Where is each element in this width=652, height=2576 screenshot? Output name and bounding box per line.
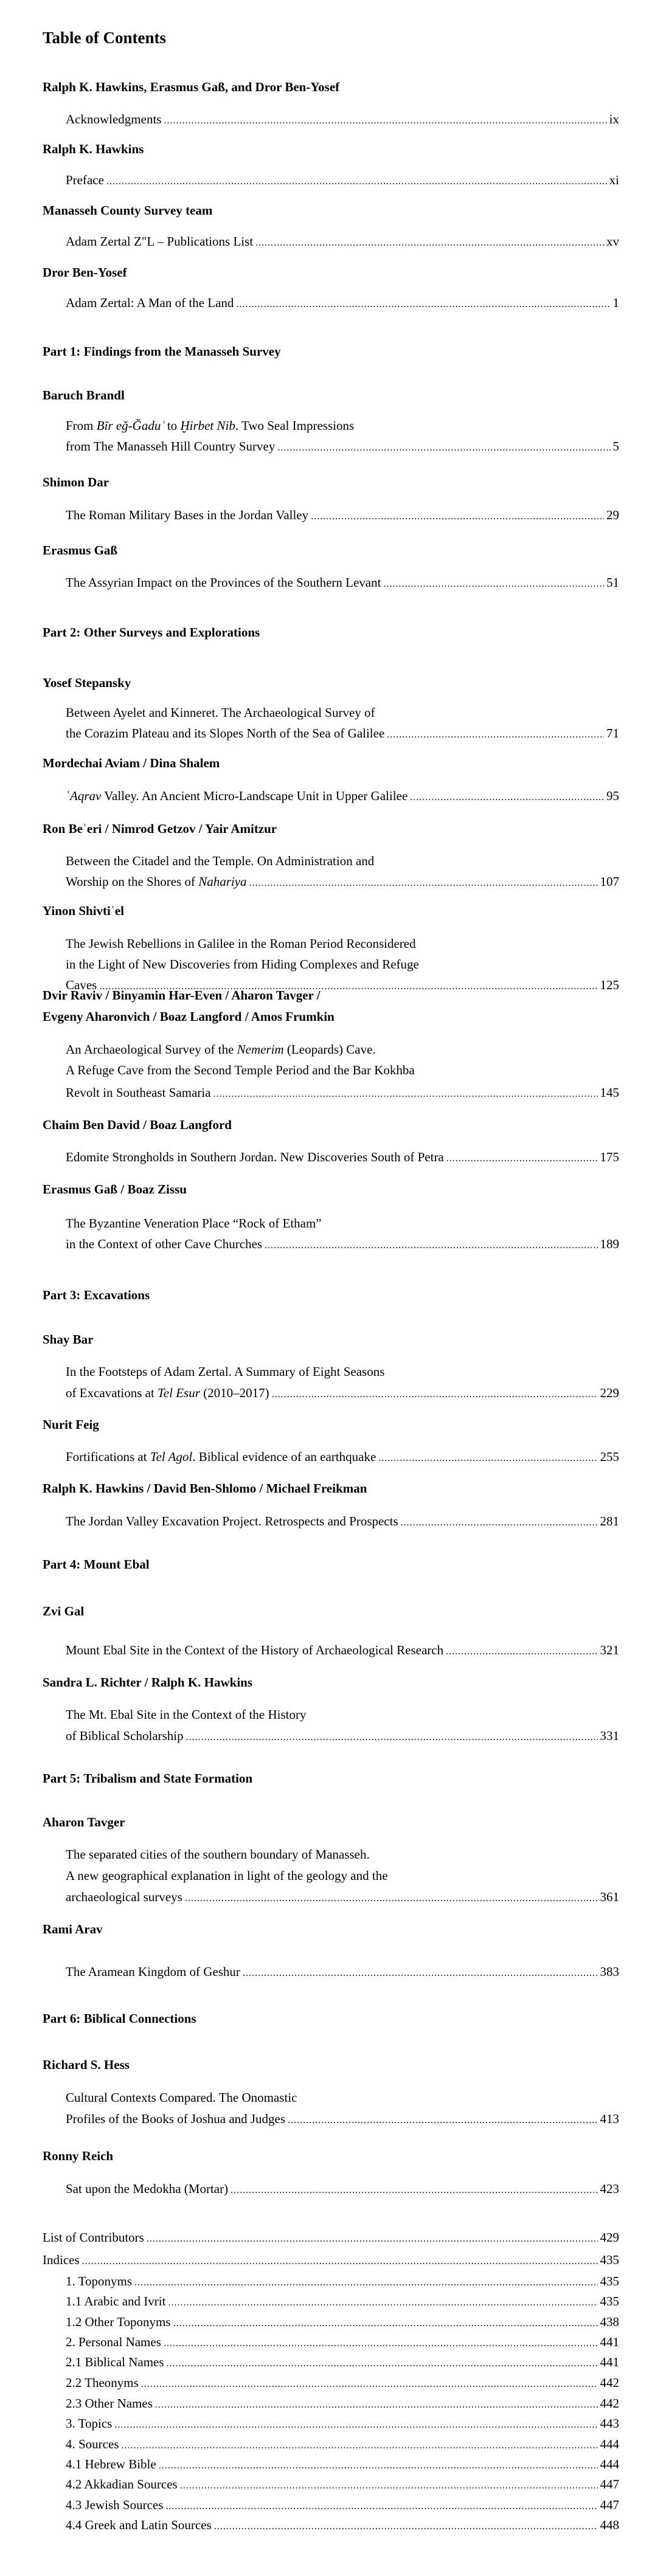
entry-title-line: A new geographical explanation in light of the geology and the bbox=[66, 1868, 388, 1883]
dot-leader bbox=[255, 234, 604, 252]
italic-term: Nemerim bbox=[237, 1042, 284, 1057]
entry-title: from The Manasseh Hill Country Survey bbox=[66, 439, 276, 454]
entry-title: Adam Zertal: A Man of the Land bbox=[66, 295, 234, 310]
toc-entry[interactable] bbox=[66, 1235, 619, 1253]
italic-term: Bīr eğ-Ğadu bbox=[96, 418, 161, 433]
dot-leader bbox=[173, 2315, 598, 2333]
dot-leader bbox=[147, 2230, 598, 2248]
entry-title: Adam Zertal Z"L – Publications List bbox=[66, 234, 254, 249]
entry-title-line: The Byzantine Veneration Place “Rock of Etham” bbox=[66, 1216, 322, 1231]
entry-title-line: Between Ayelet and Kinneret. The Archaeological Survey of bbox=[66, 705, 375, 720]
dot-leader bbox=[249, 874, 598, 893]
part-heading: Part 6: Biblical Connections bbox=[43, 2011, 196, 2026]
entry-title: ʿAqrav Valley. An Ancient Micro-Landscape Unit in Upper Galilee bbox=[66, 789, 408, 803]
toc-entry[interactable] bbox=[66, 437, 619, 455]
page-number: 448 bbox=[600, 2518, 619, 2532]
author-name: Shimon Dar bbox=[43, 475, 109, 489]
index-item[interactable] bbox=[66, 2475, 619, 2493]
dot-leader bbox=[311, 508, 604, 526]
contributors-entry[interactable] bbox=[43, 2228, 619, 2246]
index-item[interactable] bbox=[66, 2272, 619, 2290]
dot-leader bbox=[122, 2437, 598, 2455]
dot-leader bbox=[141, 2375, 598, 2394]
author-name: Yinon Shivtiʾel bbox=[43, 903, 124, 918]
toc-entry[interactable] bbox=[66, 506, 619, 524]
page-number: 423 bbox=[600, 2181, 619, 2196]
part-heading: Part 5: Tribalism and State Formation bbox=[43, 1771, 253, 1786]
page-number: 229 bbox=[600, 1386, 619, 1400]
page-number: 438 bbox=[600, 2315, 619, 2329]
toc-entry[interactable] bbox=[66, 232, 619, 250]
entry-title: Sat upon the Medokha (Mortar) bbox=[66, 2181, 229, 2196]
toc-entry[interactable] bbox=[66, 1512, 619, 1530]
dot-leader bbox=[155, 2396, 598, 2414]
author-name: Evgeny Aharonvich / Boaz Langford / Amos Frumkin bbox=[43, 1009, 335, 1024]
toc-entry[interactable] bbox=[66, 171, 619, 189]
entry-title: 4.1 Hebrew Bible bbox=[66, 2457, 156, 2471]
entry-title-line: An Archaeological Survey of the Nemerim (Leopards) Cave. bbox=[66, 1042, 376, 1057]
dot-leader bbox=[82, 2253, 598, 2271]
index-item[interactable] bbox=[66, 2435, 619, 2453]
author-name: Ronny Reich bbox=[43, 2149, 114, 2163]
entry-title-line: The separated cities of the southern boundary of Manasseh. bbox=[66, 1847, 370, 1862]
part-heading: Part 4: Mount Ebal bbox=[43, 1557, 150, 1572]
italic-term: Nahariya bbox=[198, 874, 247, 889]
page-number: 125 bbox=[600, 978, 619, 992]
page-title: Table of Contents bbox=[43, 29, 167, 47]
entry-title: 1.1 Arabic and Ivrit bbox=[66, 2294, 166, 2308]
page-number: 71 bbox=[606, 726, 619, 741]
dot-leader bbox=[167, 2355, 598, 2373]
dot-leader bbox=[164, 2335, 598, 2353]
author-name: Richard S. Hess bbox=[43, 2057, 130, 2072]
entry-title: in the Context of other Cave Churches bbox=[66, 1237, 263, 1251]
entry-title: Indices bbox=[43, 2253, 80, 2267]
dot-leader bbox=[277, 439, 610, 457]
page-number: 413 bbox=[600, 2112, 619, 2126]
toc-entry[interactable] bbox=[66, 2180, 619, 2198]
dot-leader bbox=[288, 2112, 597, 2130]
entry-title-line: Between the Citadel and the Temple. On Administration and bbox=[66, 854, 375, 868]
author-name: Erasmus Gaß / Boaz Zissu bbox=[43, 1182, 187, 1196]
entry-title: The Aramean Kingdom of Geshur bbox=[66, 1964, 240, 1979]
toc-entry[interactable] bbox=[66, 110, 619, 128]
entry-title: of Biblical Scholarship bbox=[66, 1728, 184, 1743]
page-number: 383 bbox=[600, 1964, 619, 1979]
part-heading: Part 2: Other Surveys and Explorations bbox=[43, 625, 260, 640]
page-number: 5 bbox=[612, 439, 619, 454]
dot-leader bbox=[114, 2416, 597, 2434]
page-number: xv bbox=[606, 234, 619, 249]
entry-title-line: A Refuge Cave from the Second Temple Period and the Bar Kokhba bbox=[66, 1063, 415, 1077]
entry-title-line: In the Footsteps of Adam Zertal. A Summary of Eight Seasons bbox=[66, 1364, 385, 1379]
index-item[interactable] bbox=[66, 2414, 619, 2433]
entry-title: 2.2 Theonyms bbox=[66, 2375, 139, 2390]
dot-leader bbox=[213, 1085, 598, 1103]
page-number: 281 bbox=[600, 1514, 619, 1528]
entry-title: 4.2 Akkadian Sources bbox=[66, 2477, 178, 2491]
page-number: 321 bbox=[600, 1643, 619, 1657]
page-number: 444 bbox=[600, 2457, 619, 2471]
entry-title: of Excavations at Tel Esur (2010–2017) bbox=[66, 1386, 269, 1400]
entry-title: 2.1 Biblical Names bbox=[66, 2355, 164, 2369]
page-number: 189 bbox=[600, 1237, 619, 1251]
entry-title: archaeological surveys bbox=[66, 1890, 182, 1904]
index-item[interactable] bbox=[66, 2455, 619, 2473]
italic-term: Ḫirbet Nib bbox=[180, 418, 235, 433]
toc-entry[interactable] bbox=[66, 1448, 619, 1466]
dot-leader bbox=[185, 1890, 598, 1908]
toc-entry[interactable] bbox=[66, 1963, 619, 1981]
dot-leader bbox=[401, 1514, 598, 1532]
entry-title: Caves bbox=[66, 978, 97, 992]
toc-entry[interactable] bbox=[66, 1083, 619, 1102]
entry-title-line: in the Light of New Discoveries from Hiding Complexes and Refuge bbox=[66, 957, 419, 972]
entry-title: Worship on the Shores of Nahariya bbox=[66, 874, 247, 889]
entry-title: Revolt in Southeast Samaria bbox=[66, 1085, 211, 1100]
page-number: 447 bbox=[600, 2477, 619, 2491]
page-number: 443 bbox=[600, 2416, 619, 2431]
italic-term: ʿAqrav bbox=[66, 789, 102, 803]
page-number: 442 bbox=[600, 2396, 619, 2411]
part-heading: Part 3: Excavations bbox=[43, 1288, 150, 1302]
author-name: Nurit Feig bbox=[43, 1417, 99, 1432]
entry-title-line: The Jewish Rebellions in Galilee in the Roman Period Reconsidered bbox=[66, 936, 416, 951]
page-number: 444 bbox=[600, 2437, 619, 2451]
page-number: ix bbox=[609, 112, 619, 126]
entry-title: Preface bbox=[66, 173, 104, 187]
author-name: Ralph K. Hawkins, Erasmus Gaß, and Dror Ben-Yosef bbox=[43, 80, 340, 94]
toc-entry[interactable] bbox=[66, 724, 619, 742]
dot-leader bbox=[168, 2294, 597, 2312]
dot-leader bbox=[410, 789, 604, 807]
toc-entry[interactable] bbox=[66, 1641, 619, 1659]
entry-title: 1. Toponyms bbox=[66, 2274, 132, 2288]
entry-title: 2.3 Other Names bbox=[66, 2396, 153, 2411]
page-number: 29 bbox=[606, 508, 619, 522]
page-number: 255 bbox=[600, 1449, 619, 1464]
dot-leader bbox=[134, 2274, 598, 2292]
entry-title: 4.3 Jewish Sources bbox=[66, 2498, 164, 2512]
dot-leader bbox=[231, 2181, 597, 2200]
dot-leader bbox=[180, 2477, 598, 2495]
author-name: Dror Ben-Yosef bbox=[43, 265, 127, 280]
page-number: 435 bbox=[600, 2253, 619, 2267]
toc-entry[interactable] bbox=[66, 1384, 619, 1402]
page-number: 145 bbox=[600, 1085, 619, 1100]
entry-title: 3. Topics bbox=[66, 2416, 113, 2431]
entry-title: 1.2 Other Toponyms bbox=[66, 2315, 171, 2329]
dot-leader bbox=[243, 1964, 598, 1983]
page-number: 441 bbox=[600, 2335, 619, 2349]
entry-title-line: The Mt. Ebal Site in the Context of the History bbox=[66, 1707, 307, 1722]
index-item[interactable] bbox=[66, 2333, 619, 2351]
entry-title: Fortifications at Tel Agol. Biblical evidence of an earthquake bbox=[66, 1449, 376, 1464]
entry-title: Acknowledgments bbox=[66, 112, 162, 126]
page-number: 107 bbox=[600, 874, 619, 889]
entry-title: 4. Sources bbox=[66, 2437, 119, 2451]
page-number: 435 bbox=[600, 2294, 619, 2308]
page-number: 361 bbox=[600, 1890, 619, 1904]
page-number: 441 bbox=[600, 2355, 619, 2369]
author-name: Zvi Gal bbox=[43, 1604, 85, 1618]
toc-entry[interactable] bbox=[66, 1727, 619, 1745]
index-item[interactable] bbox=[66, 2516, 619, 2534]
toc-entry[interactable] bbox=[66, 573, 619, 592]
entry-title: The Assyrian Impact on the Provinces of the Southern Levant bbox=[66, 575, 381, 590]
dot-leader bbox=[378, 1449, 597, 1468]
author-name: Aharon Tavger bbox=[43, 1815, 125, 1829]
indices-entry[interactable] bbox=[43, 2251, 619, 2269]
entry-title-line: From Bīr eğ-Ğadu ͑ to Ḫirbet Nib. Two Seal Impressions bbox=[66, 418, 355, 433]
entry-title-line: Cultural Contexts Compared. The Onomastic bbox=[66, 2090, 297, 2105]
page-number: 331 bbox=[600, 1728, 619, 1743]
index-item[interactable] bbox=[66, 2292, 619, 2310]
italic-term: Tel Esur bbox=[158, 1386, 200, 1400]
author-name: Dvir Raviv / Binyamin Har-Even / Aharon Tavger / bbox=[43, 988, 321, 1003]
toc-entry[interactable] bbox=[66, 2110, 619, 2128]
entry-title: Edomite Strongholds in Southern Jordan. New Discoveries South of Petra bbox=[66, 1150, 444, 1164]
page-number: 175 bbox=[600, 1150, 619, 1164]
dot-leader bbox=[159, 2457, 598, 2475]
author-name: Erasmus Gaß bbox=[43, 543, 118, 558]
author-name: Ralph K. Hawkins / David Ben-Shlomo / Michael Freikman bbox=[43, 1481, 367, 1496]
page-number: 1 bbox=[612, 295, 619, 310]
index-item[interactable] bbox=[66, 2313, 619, 2331]
entry-title: The Jordan Valley Excavation Project. Retrospects and Prospects bbox=[66, 1514, 398, 1528]
author-name: Ralph K. Hawkins bbox=[43, 142, 144, 156]
dot-leader bbox=[164, 112, 606, 130]
index-item[interactable] bbox=[66, 2353, 619, 2371]
entry-title: List of Contributors bbox=[43, 2230, 144, 2245]
page-number: 95 bbox=[606, 789, 619, 803]
entry-title: Profiles of the Books of Joshua and Judges bbox=[66, 2112, 286, 2126]
entry-title: 4.4 Greek and Latin Sources bbox=[66, 2518, 212, 2532]
italic-term: Tel Agol bbox=[150, 1449, 193, 1464]
page-number: 447 bbox=[600, 2498, 619, 2512]
page-number: 435 bbox=[600, 2274, 619, 2288]
toc-entry[interactable] bbox=[66, 294, 619, 312]
page-number: 51 bbox=[606, 575, 619, 590]
author-name: Rami Arav bbox=[43, 1922, 103, 1936]
entry-title: Mount Ebal Site in the Context of the History of Archaeological Research bbox=[66, 1643, 444, 1657]
dot-leader bbox=[387, 726, 604, 744]
entry-title: 2. Personal Names bbox=[66, 2335, 161, 2349]
dot-leader bbox=[383, 575, 604, 593]
index-item[interactable] bbox=[66, 2496, 619, 2514]
toc-entry[interactable] bbox=[66, 872, 619, 891]
entry-title: The Roman Military Bases in the Jordan Valley bbox=[66, 508, 309, 522]
toc-entry[interactable] bbox=[66, 1888, 619, 1906]
author-name: Yosef Stepansky bbox=[43, 675, 131, 690]
author-name: Sandra L. Richter / Ralph K. Hawkins bbox=[43, 1675, 253, 1690]
author-name: Manasseh County Survey team bbox=[43, 203, 213, 218]
author-name: Baruch Brandl bbox=[43, 388, 125, 402]
dot-leader bbox=[272, 1386, 598, 1404]
dot-leader bbox=[265, 1237, 597, 1255]
entry-title: the Corazim Plateau and its Slopes North of the Sea of Galilee bbox=[66, 726, 385, 741]
dot-leader bbox=[186, 1728, 598, 1747]
author-name: Chaim Ben David / Boaz Langford bbox=[43, 1117, 232, 1132]
dot-leader bbox=[165, 2498, 597, 2516]
toc-entry[interactable] bbox=[66, 787, 619, 805]
index-item[interactable] bbox=[66, 2374, 619, 2392]
author-name: Mordechai Aviam / Dina Shalem bbox=[43, 756, 220, 770]
part-heading: Part 1: Findings from the Manasseh Survey bbox=[43, 344, 281, 359]
page-number: xi bbox=[609, 173, 619, 187]
page-number: 442 bbox=[600, 2375, 619, 2390]
index-item[interactable] bbox=[66, 2394, 619, 2412]
dot-leader bbox=[214, 2518, 598, 2536]
dot-leader bbox=[236, 295, 610, 314]
page-number: 429 bbox=[600, 2230, 619, 2245]
dot-leader bbox=[446, 1643, 597, 1661]
toc-entry[interactable] bbox=[66, 1148, 619, 1166]
author-name: Shay Bar bbox=[43, 1332, 94, 1347]
author-name: Ron Beʾeri / Nimrod Getzov / Yair Amitzur bbox=[43, 821, 277, 836]
dot-leader bbox=[106, 173, 607, 191]
dot-leader bbox=[446, 1150, 598, 1168]
